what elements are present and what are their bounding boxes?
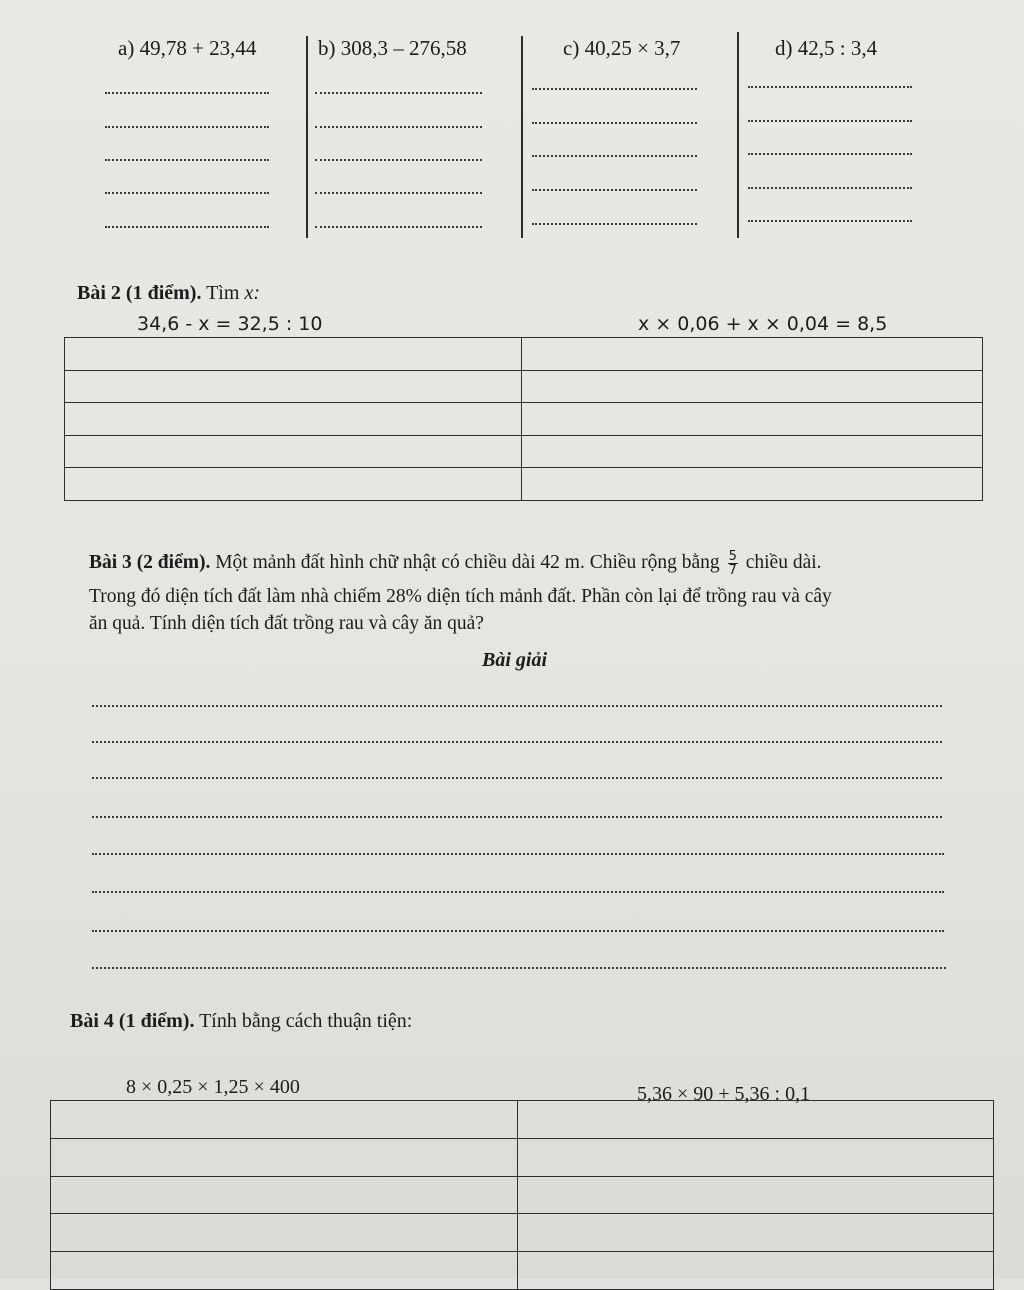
- exercise-3-text: Một mảnh đất hình chữ nhật có chiều dài 42 m. Chiều rộng bằng: [215, 552, 720, 573]
- exercise-2-heading: [77, 282, 260, 305]
- exercise-4-points: (1 điểm).: [118, 1010, 195, 1032]
- exercise-4-task: Tính bằng cách thuận tiện:: [199, 1010, 413, 1032]
- exercise-2-variable: x:: [244, 282, 260, 304]
- exercise-1d: d) 42,5 : 3,4: [775, 36, 878, 60]
- exercise-1a: a) 49,78 + 23,44: [118, 36, 257, 60]
- solution-label: Bài giải: [482, 649, 548, 671]
- equation-right: x × 0,06 + x × 0,04 = 8,5: [638, 313, 888, 335]
- exercise-3-line-1: [89, 548, 959, 578]
- exercise-3-title: Bài 3: [89, 552, 132, 573]
- exercise-1b: b) 308,3 – 276,58: [318, 36, 467, 60]
- exercise-4-answer-grid: [50, 1100, 994, 1290]
- exercise-1c: c) 40,25 × 3,7: [563, 36, 681, 60]
- expression-left: 8 × 0,25 × 1,25 × 400: [126, 1076, 300, 1098]
- fraction-numerator: 5: [728, 549, 737, 565]
- equation-left: 34,6 - x = 32,5 : 10: [137, 313, 323, 335]
- exercise-2-points: (1 điểm).: [125, 282, 202, 304]
- exercise-3-line-3: ăn quả. Tính diện tích đất trồng rau và cây ăn quả?: [89, 613, 484, 634]
- exercise-3-points: (2 điểm).: [136, 552, 211, 573]
- exercise-4-heading: [70, 1010, 412, 1033]
- exercise-3-line-2: Trong đó diện tích đất làm nhà chiếm 28% diện tích mảnh đất. Phần còn lại để trồng rau và cây: [89, 586, 832, 607]
- exercise-2-answer-grid: [64, 337, 983, 501]
- exercise-3-text-end: chiều dài.: [745, 552, 822, 573]
- exercise-2-task: Tìm: [206, 282, 240, 304]
- expression-right: 5,36 × 90 + 5,36 : 0,1: [637, 1083, 811, 1105]
- column-divider: [737, 32, 739, 238]
- column-divider: [306, 36, 308, 238]
- column-divider: [521, 36, 523, 238]
- exercise-2-title: Bài 2: [77, 282, 121, 304]
- fraction-denominator: 7: [728, 563, 737, 579]
- fraction-five-sevenths: [728, 550, 738, 577]
- exercise-4-title: Bài 4: [70, 1010, 114, 1032]
